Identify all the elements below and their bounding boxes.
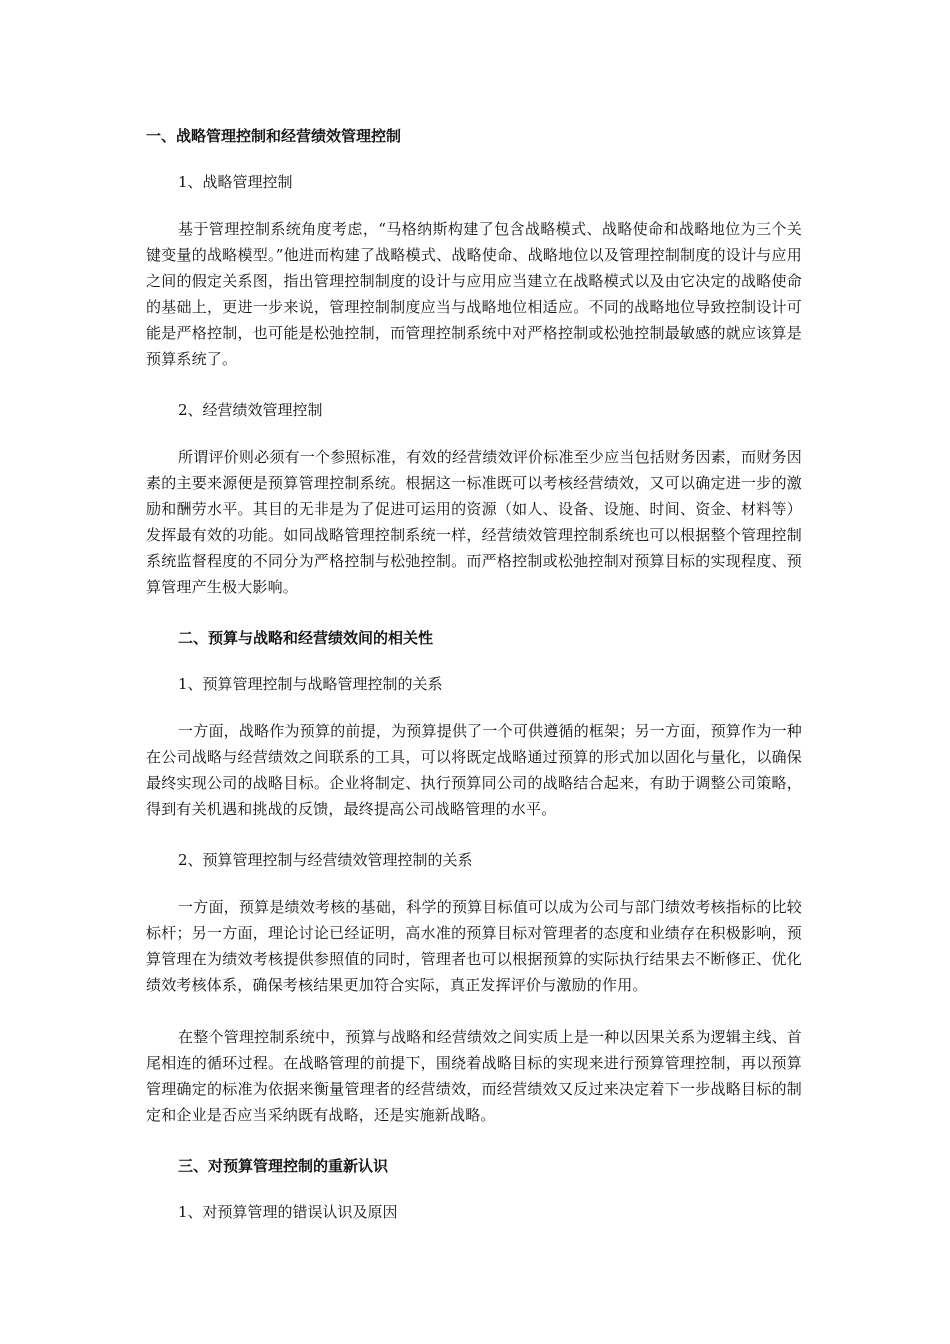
paragraph: 所谓评价则必须有一个参照标准，有效的经营绩效评价标准至少应当包括财务因素，而财务因素的主要来源便是预算管理控制系统。根据这一标准既可以考核经营绩效，又可以确定进一步的激励和酬劳水平。其目的无非是为了促进可运用的资源（如人、设备、设施、时间、资金、材料等）发挥最有效的功能。如同战略管理控制系统一样，经营绩效管理控制系统也可以根据整个管理控制系统监督程度的不同分为严格控制与松弛控制。而严格控制或松弛控制对预算目标的实现程度、预算管理产生极大影响。 (146, 448, 802, 596)
subsection-title-1-2: 2、经营绩效管理控制 (178, 401, 323, 419)
section-heading-3: 三、对预算管理控制的重新认识 (178, 1157, 389, 1175)
paragraph: 一方面，战略作为预算的前提，为预算提供了一个可供遵循的框架；另一方面，预算作为一种在公司战略与经营绩效之间联系的工具，可以将既定战略通过预算的形式加以固化与量化，以确保最终实现公司的战略目标。企业将制定、执行预算同公司的战略结合起来，有助于调整公司策略，得到有关机遇和挑战的反馈，最终提高公司战略管理的水平。 (146, 722, 802, 818)
subsection-title-1-1: 1、战略管理控制 (178, 173, 293, 191)
subsection-title-2-2: 2、预算管理控制与经营绩效管理控制的关系 (178, 851, 473, 869)
subsection-title-2-1: 1、预算管理控制与战略管理控制的关系 (178, 675, 443, 693)
paragraph: 基于管理控制系统角度考虑，“马格纳斯构建了包含战略模式、战略使命和战略地位为三个关键变量的战略模型。”他进而构建了战略模式、战略使命、战略地位以及管理控制制度的设计与应用之间的假定关系图，指出管理控制制度的设计与应用应当建立在战略模式以及由它决定的战略使命的基础上，更进一步来说，管理控制制度应当与战略地位相适应。不同的战略地位导致控制设计可能是严格控制，也可能是松弛控制，而管理控制系统中对严格控制或松弛控制最敏感的就应该算是预算系统了。 (146, 220, 802, 368)
section-heading-2: 二、预算与战略和经营绩效间的相关性 (178, 629, 434, 647)
document-body (146, 124, 802, 1224)
section-heading-1: 一、战略管理控制和经营绩效管理控制 (146, 127, 402, 145)
paragraph: 一方面，预算是绩效考核的基础，科学的预算目标值可以成为公司与部门绩效考核指标的比较标杆；另一方面，理论讨论已经证明，高水准的预算目标对管理者的态度和业绩存在积极影响，预算管理在为绩效考核提供参照值的同时，管理者也可以根据预算的实际执行结果去不断修正、优化绩效考核体系，确保考核结果更加符合实际，真正发挥评价与激励的作用。 (146, 898, 802, 994)
subsection-title-3-1: 1、对预算管理的错误认识及原因 (178, 1203, 398, 1221)
paragraph: 在整个管理控制系统中，预算与战略和经营绩效之间实质上是一种以因果关系为逻辑主线、首尾相连的循环过程。在战略管理的前提下，围绕着战略目标的实现来进行预算管理控制，再以预算管理确定的标准为依据来衡量管理者的经营绩效，而经营绩效又反过来决定着下一步战略目标的制定和企业是否应当采纳既有战略，还是实施新战略。 (146, 1028, 802, 1124)
